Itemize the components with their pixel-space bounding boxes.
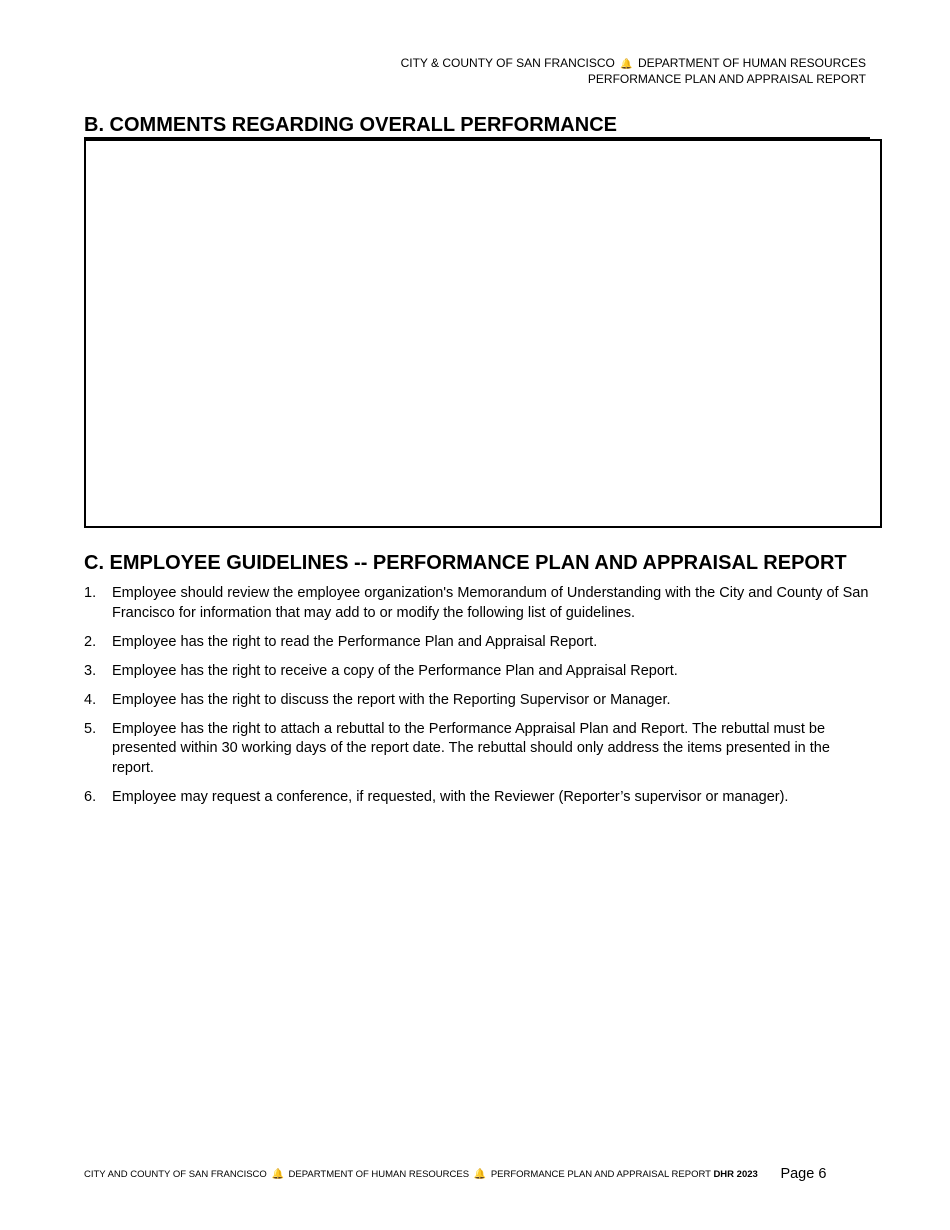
guideline-number: 4.	[84, 691, 97, 708]
guideline-item	[84, 584, 874, 623]
footer-city: CITY AND COUNTY OF SAN FRANCISCO	[84, 1169, 267, 1180]
guideline-number: 3.	[84, 662, 97, 679]
guideline-number: 2.	[84, 633, 97, 650]
guideline-number: 6.	[84, 788, 97, 805]
section-c-title: C. EMPLOYEE GUIDELINES -- PERFORMANCE PLAN AND APPRAISAL REPORT	[84, 552, 847, 574]
header-line-2: PERFORMANCE PLAN AND APPRAISAL REPORT	[587, 72, 866, 86]
page-header	[401, 56, 866, 86]
guideline-text: Employee has the right to discuss the report with the Reporting Supervisor or Manager.	[112, 691, 671, 708]
header-city: CITY & COUNTY OF SAN FRANCISCO	[400, 56, 615, 70]
guideline-text: Employee has the right to read the Performance Plan and Appraisal Report.	[112, 633, 598, 650]
bell-icon: 🔔	[473, 1169, 487, 1180]
comments-box[interactable]	[84, 139, 882, 528]
header-line-1	[401, 56, 866, 72]
guideline-text: Employee should review the employee organization's Memorandum of Understanding with the City and County of San Francisco for information that may add to or modify the following list of guidelines.	[112, 585, 869, 621]
guideline-item	[84, 633, 874, 653]
footer-department: DEPARTMENT OF HUMAN RESOURCES	[288, 1169, 470, 1180]
bell-icon: 🔔	[620, 59, 633, 70]
guideline-item	[84, 788, 874, 808]
guidelines-list	[84, 584, 874, 817]
page-footer	[84, 1167, 826, 1181]
guideline-text: Employee has the right to attach a rebuttal to the Performance Appraisal Plan and Report. The rebuttal must be presented within 30 working days of the report date. The rebuttal should only address the items presented in the report.	[112, 720, 830, 776]
page-number: Page 6	[780, 1166, 827, 1182]
guideline-text: Employee may request a conference, if requested, with the Reviewer (Reporter’s supervisor or manager).	[112, 788, 789, 805]
guideline-item	[84, 662, 874, 682]
guideline-item	[84, 691, 874, 711]
footer-form-code: DHR 2023	[713, 1169, 758, 1180]
guideline-item	[84, 720, 874, 779]
section-b-title: B. COMMENTS REGARDING OVERALL PERFORMANCE	[84, 113, 870, 139]
footer-report-name: PERFORMANCE PLAN AND APPRAISAL REPORT	[490, 1169, 711, 1180]
guideline-number: 1.	[84, 585, 97, 601]
guideline-number: 5.	[84, 720, 97, 737]
bell-icon: 🔔	[271, 1169, 284, 1180]
guideline-text: Employee has the right to receive a copy of the Performance Plan and Appraisal Report.	[112, 662, 678, 679]
header-department: DEPARTMENT OF HUMAN RESOURCES	[637, 56, 866, 70]
